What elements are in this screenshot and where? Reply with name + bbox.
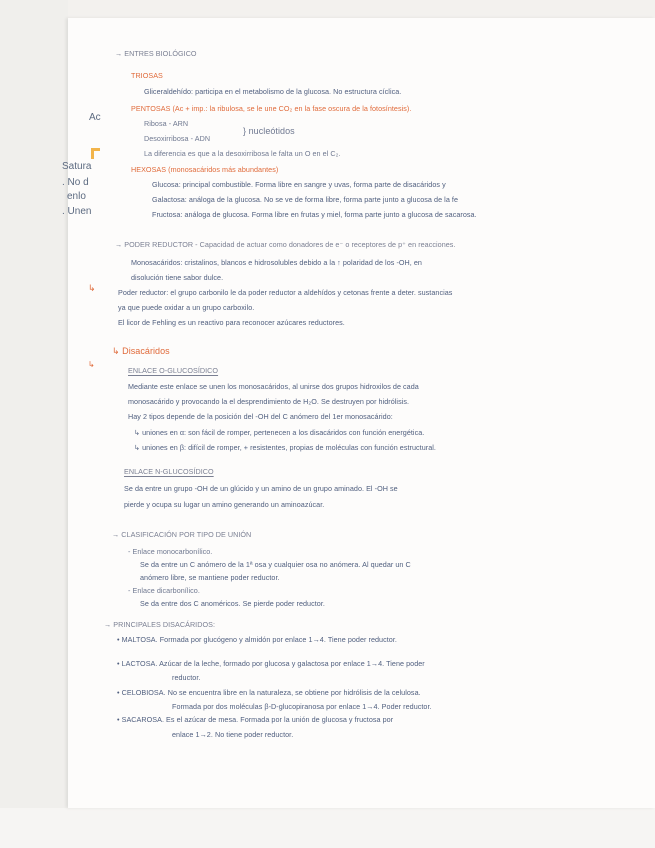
margin-note: . No d [62,177,89,188]
note-line: Ribosa - ARN [144,119,189,128]
note-line: → CLASIFICACIÓN POR TIPO DE UNIÓN [112,530,252,539]
section-heading: ↳ Disacáridos [112,346,170,356]
note-line: - Enlace dicarbonílico. [128,586,200,595]
note-line: TRIOSAS [131,71,163,80]
note-line: - Enlace monocarbonílico. [128,547,213,556]
note-line: pierde y ocupa su lugar un amino generando un aminoazúcar. [124,500,325,509]
note-line: → PRINCIPALES DISACÁRIDOS: [104,620,215,629]
margin-note: . Unen [62,206,92,217]
note-line: Glucosa: principal combustible. Forma libre en sangre y uvas, forma parte de disacáridos y [152,180,446,189]
margin-note: enlo [67,191,86,202]
background-surface [0,808,655,848]
note-line: ↳ uniones en α: son fácil de romper, pertenecen a los disacáridos con función energética. [134,428,425,437]
note-line: • CELOBIOSA. No se encuentra libre en la naturaleza, se obtiene por hidrólisis de la celulosa. [117,688,421,697]
note-line: Gliceraldehído: participa en el metabolismo de la glucosa. No estructura cíclica. [144,87,402,96]
note-line: PENTOSAS (Ac + imp.: la ribulosa, se le une CO₂ en la fase oscura de la fotosíntesis). [131,104,412,113]
note-line: Poder reductor: el grupo carbonilo le da poder reductor a aldehídos y cetonas frente a deter. sustancias [118,288,453,297]
note-line: HEXOSAS (monosacáridos más abundantes) [131,165,279,174]
note-line: Formada por dos moléculas β-D-glucopiranosa por enlace 1→4. Poder reductor. [172,702,432,711]
margin-note: Ac [89,112,101,123]
note-line: Se da entre dos C anoméricos. Se pierde poder reductor. [140,599,325,608]
left-margin-strip [0,0,68,848]
note-line: anómero libre, se mantiene poder reductor. [140,573,280,582]
note-line: monosacárido y provocando la el desprendimiento de H₂O. Se destruyen por hidrólisis. [128,397,410,406]
note-line: } nucleótidos [243,126,295,136]
highlighter-mark [91,148,94,159]
subheading: ENLACE O-GLUCOSÍDICO [128,366,219,375]
note-line: • SACAROSA. Es el azúcar de mesa. Formada por la unión de glucosa y fructosa por [117,715,394,724]
margin-note: Satura [62,161,92,172]
note-line: La diferencia es que a la desoxirribosa le falta un O en el C₂. [144,149,341,158]
subheading: ENLACE N-GLUCOSÍDICO [124,467,214,476]
note-line: enlace 1→2. No tiene poder reductor. [172,730,294,739]
note-line: • LACTOSA. Azúcar de la leche, formado por glucosa y galactosa por enlace 1→4. Tiene poder [117,659,425,668]
note-line: ↳ uniones en β: difícil de romper, + resistentes, propias de moléculas con función estructural. [134,443,436,452]
margin-arrow-mark: ↳ [88,283,96,293]
note-line: Se da entre un C anómero de la 1ª osa y cualquier osa no anómera. Al quedar un C [140,560,411,569]
note-line: Desoxirribosa - ADN [144,134,211,143]
note-line: → ENTRES BIOLÓGICO [115,49,197,58]
margin-arrow-mark: ↳ [88,360,95,369]
note-line: Hay 2 tipos depende de la posición del -OH del C anómero del 1er monosacárido: [128,412,393,421]
note-line: → PODER REDUCTOR - Capacidad de actuar como donadores de e⁻ o receptores de p⁺ en reacciones. [115,240,456,249]
note-line: disolución tiene sabor dulce. [131,273,224,282]
note-line: Fructosa: análoga de glucosa. Forma libre en frutas y miel, forma parte junto a glucosa de sacarosa. [152,210,477,219]
note-line: Galactosa: análoga de la glucosa. No se ve de forma libre, forma parte junto a glucosa de la fe [152,195,459,204]
note-line: Se da entre un grupo -OH de un glúcido y un amino de un grupo aminado. El -OH se [124,484,398,493]
note-line: Monosacáridos: cristalinos, blancos e hidrosolubles debido a la ↑ polaridad de los -OH, en [131,258,422,267]
note-line: • MALTOSA. Formada por glucógeno y almidón por enlace 1→4. Tiene poder reductor. [117,635,397,644]
note-line: reductor. [172,673,201,682]
note-line: ya que puede oxidar a un grupo carboxilo. [118,303,255,312]
note-line: El licor de Fehling es un reactivo para reconocer azúcares reductores. [118,318,345,327]
note-line: Mediante este enlace se unen los monosacáridos, al unirse dos grupos hidroxilos de cada [128,382,419,391]
